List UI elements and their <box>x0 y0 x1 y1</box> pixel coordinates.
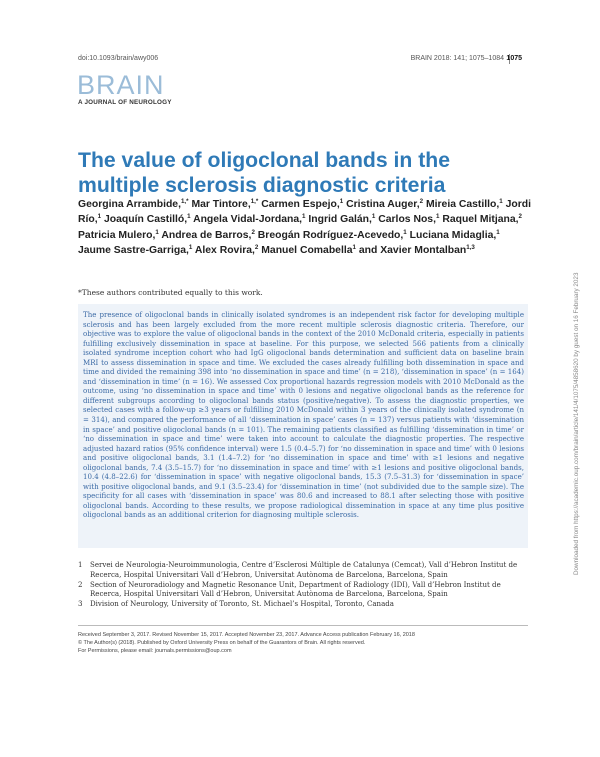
author-name: Cristina Auger, <box>346 199 420 210</box>
author-name: Joaquín Castilló, <box>103 214 188 226</box>
copyright-line: © The Author(s) (2018). Published by Oxford University Press on behalf of the Guarantors of Brain. All rights reserved. <box>78 639 366 646</box>
author-affiliation-marker: 1 <box>155 228 159 236</box>
author-affiliation-marker: 1 <box>352 244 356 252</box>
permissions-line[interactable]: For Permissions, please email: journals.permissions@oup.com <box>78 647 232 654</box>
author <box>359 245 377 256</box>
author-affiliation-marker: 1 <box>371 213 376 221</box>
affiliation-number: 1 <box>78 560 83 569</box>
author <box>410 230 500 241</box>
author-affiliation-marker: 1 <box>496 228 500 236</box>
author-affiliation-marker: 1 <box>339 198 344 205</box>
author-name: Andrea de Barros, <box>161 229 252 241</box>
author-affiliation-marker: 1 <box>435 213 440 221</box>
author-affiliation-marker: 1 <box>187 213 191 221</box>
journal-subtitle: A JOURNAL OF NEUROLOGY <box>78 99 172 106</box>
author-affiliation-marker: 2 <box>251 228 255 236</box>
author <box>195 245 259 256</box>
running-header <box>78 55 522 67</box>
author-affiliation-marker: 1,3 <box>466 244 475 252</box>
author <box>78 199 189 210</box>
affiliations <box>78 560 528 609</box>
author-name: Patricia Mulero, <box>78 229 156 241</box>
author <box>191 199 258 210</box>
article-title: The value of oligoclonal bands in the multiple sclerosis diagnostic criteria <box>78 149 450 197</box>
author-name: Angela Vidal-Jordana, <box>193 214 303 226</box>
affiliation-item <box>78 580 528 600</box>
author <box>104 214 191 225</box>
author-name: Manuel Comabella <box>261 245 353 257</box>
author-name: Alex Rovira, <box>194 245 255 257</box>
author <box>426 199 503 210</box>
author <box>193 214 305 225</box>
author-name: Breogán Rodríguez-Acevedo, <box>257 229 404 241</box>
affiliation-text: Servei de Neurologia-Neuroimmunologia, Centre d’Esclerosi Múltiple de Catalunya (Cemcat), Vall d’Hebron Institut de Recerca, Hospital Universitari Vall d’Hebron, Universitat Autònoma de Barcelona, Barcelona, Spain <box>90 560 518 579</box>
author-name: Mireia Castillo, <box>425 199 500 210</box>
author-name: Ingrid Galán, <box>308 214 372 226</box>
author-name: Jordi Río, <box>78 199 532 226</box>
author-affiliation-marker: 2 <box>518 213 522 221</box>
author-affiliation-marker: 1,* <box>250 198 259 205</box>
affiliation-item <box>78 599 528 609</box>
author-affiliation-marker: 1 <box>188 244 193 252</box>
author-affiliation-marker: 1 <box>302 213 306 221</box>
author <box>261 199 343 210</box>
page-number: 1075 <box>506 55 522 62</box>
author-name: Jaume Sastre-Garriga, <box>78 245 189 257</box>
author-name: Carlos Nos, <box>378 214 436 226</box>
author-affiliation-marker: 1,* <box>180 198 189 205</box>
affiliation-item <box>78 560 528 580</box>
author-name: Georgina Arrambide, <box>78 199 181 210</box>
author <box>78 230 159 241</box>
author <box>380 245 475 256</box>
author-name: Mar Tintore, <box>191 199 251 210</box>
author <box>261 245 356 256</box>
author <box>258 230 407 241</box>
author <box>161 230 255 241</box>
author-affiliation-marker: 1 <box>499 198 503 205</box>
received-dates: Received September 3, 2017. Revised November 15, 2017. Accepted November 23, 2017. Advance Access publication February 16, 2018 <box>78 632 415 638</box>
abstract-text: The presence of oligoclonal bands in clinically isolated syndromes is an independent risk factor for developing multiple sclerosis and has been largely excluded from the more recent multiple sclerosis diagnostic criteria. Therefore, our objective was to explore the value of oligoclonal bands in the context of the 2010 McDonald criteria, especially in patients fulfilling exclusively dissemination in space at baseline. For this purpose, we selected 566 patients from a clinically isolated syndrome inception cohort who had IgG oligoclonal bands determination and sufficient data on baseline brain MRI to assess dissemination in space and time. We excluded the cases already fulfilling both dissemination in space and time and divided the remaining 398 into ‘no dissemination in space and time’ (n = 218), ‘dissemination in space’ (n = 164) and ‘dissemination in time’ (n = 16). We assessed Cox proportional hazards regression models with 2010 McDonald as the outcome, using ‘no dissemination in space and time’ with 0 lesions and negative oligoclonal bands as the reference for different subgroups according to oligoclonal bands status (positive/negative). To assess the diagnostic properties, we selected cases with a follow-up ≥3 years or fulfilling 2010 McDonald within 3 years of the clinically isolated syndrome (n = 314), and compared the performance of all ‘dissemination in space’ cases (n = 137) versus patients with ‘dissemination in space’ and positive oligoclonal bands (n = 101). The remaining patients classified as fulfilling ‘dissemination in time’ or ‘no dissemination in space and time’ were taken into account to calculate the diagnostic properties. The respective adjusted hazard ratios (95% confidence interval) were 1.5 (0.4–5.7) for ‘no dissemination in space and time’ with 0 lesions and positive oligoclonal bands, 3.1 (1.4–7.2) for ‘no dissemination in space and time’ with ≥1 lesions and negative oligoclonal bands, 7.4 (3.5–15.7) for ‘no dissemination in space and time’ with ≥1 lesions and positive oligoclonal bands, 10.4 (4.8–22.6) for ‘dissemination in space’ with negative oligoclonal bands, 15.3 (7.5–31.3) for ‘dissemination in space’ with positive oligoclonal bands, and 9.1 (3.5–23.4) for ‘dissemination in time’ (not subdivided due to the sample size). The specificity for all cases with ‘dissemination in space’ was 80.6 and increased to 88.1 after selecting those with positive oligoclonal bands. According to these results, we propose radiological dissemination in space at any time plus positive oligoclonal bands as an additional criterion for diagnosing multiple sclerosis. <box>83 310 524 520</box>
affiliation-text: Section of Neuroradiology and Magnetic Resonance Unit, Department of Radiology (IDI), Vall d’Hebron Institut de Recerca, Hospital Universitari Vall d’Hebron, Universitat Autònoma de Barcelona, Barcelona, Spain <box>90 579 501 599</box>
footer-divider <box>78 625 528 626</box>
author-list <box>78 197 533 259</box>
author <box>78 245 192 256</box>
equal-contribution-note: *These authors contributed equally to this work. <box>78 288 263 297</box>
author-affiliation-marker: 1 <box>97 213 102 221</box>
affiliation-number: 2 <box>78 579 83 589</box>
author-name: Xavier Montalban <box>380 245 467 257</box>
journal-logo: BRAIN <box>77 70 165 100</box>
doi-link[interactable]: doi:10.1093/brain/awy006 <box>78 55 159 62</box>
author <box>442 214 522 225</box>
author <box>308 214 375 225</box>
affiliation-number: 3 <box>78 599 83 609</box>
author-name: and <box>358 245 378 257</box>
author <box>378 214 439 225</box>
affiliation-text: Division of Neurology, University of Toronto, St. Michael’s Hospital, Toronto, Canada <box>90 599 394 609</box>
download-watermark: Downloaded from https://academic.oup.com/brain/article/141/4/1075/4858620 by guest on 16 February 2023 <box>573 272 580 575</box>
author-name: Luciana Midaglia, <box>409 229 497 241</box>
publication-footnotes <box>78 632 528 655</box>
author-affiliation-marker: 2 <box>419 198 424 205</box>
journal-citation: BRAIN 2018: 141; 1075–1084 <box>410 55 504 62</box>
author <box>346 199 423 210</box>
author-name: Raquel Mitjana, <box>442 214 519 226</box>
author-affiliation-marker: 2 <box>254 244 259 252</box>
author-affiliation-marker: 1 <box>403 228 407 236</box>
author-name: Carmen Espejo, <box>261 199 340 210</box>
